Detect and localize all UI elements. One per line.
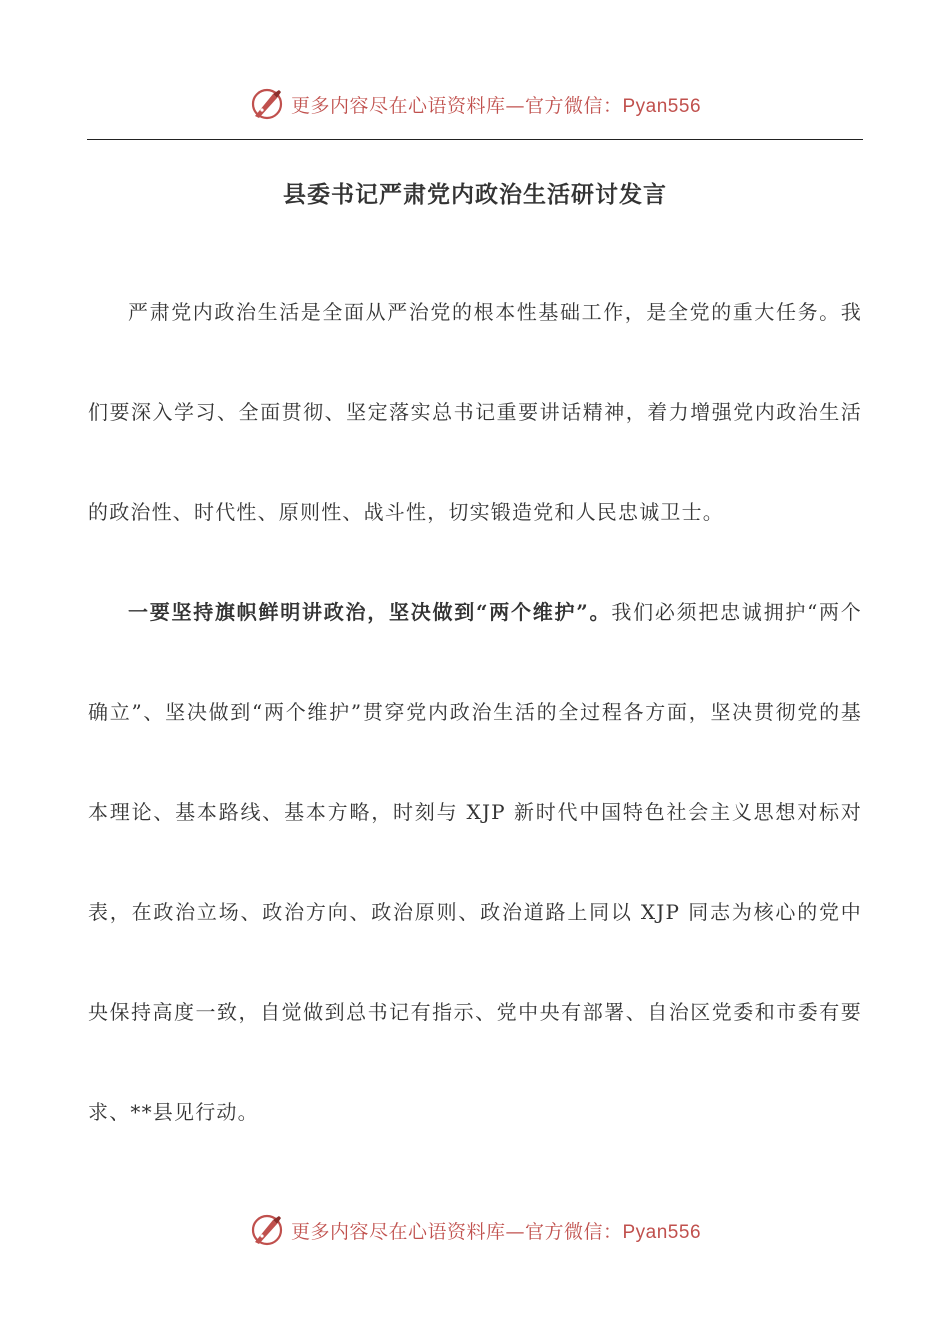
paragraph (88, 562, 862, 1162)
paragraph-text: 我们必须把忠诚拥护“两个确立”、坚决做到“两个维护”贯穿党内政治生活的全过程各方面，坚决贯彻党的基本理论、基本路线、基本方略，时刻与 XJP 新时代中国特色社会主义思想对标对表，在政治立场、政治方向、政治原则、政治道路上同以 XJP 同志为核心的党中央保持高度一致，自觉做到总书记有指示、党中央有部署、自治区党委和市委有要求、**县见行动。 (88, 600, 863, 1124)
watermark-text: 更多内容尽在心语资料库—官方微信：Pyan556 (290, 1220, 702, 1243)
paragraph (88, 262, 862, 562)
document-title: 县委书记严肃党内政治生活研讨发言 (283, 181, 667, 208)
pen-nib-logo-icon (249, 1212, 285, 1248)
watermark-text: 更多内容尽在心语资料库—官方微信：Pyan556 (290, 94, 702, 117)
header-watermark (0, 82, 950, 126)
paragraph-text: 严肃党内政治生活是全面从严治党的根本性基础工作，是全党的重大任务。我们要深入学习、全面贯彻、坚定落实总书记重要讲话精神，着力增强党内政治生活的政治性、时代性、原则性、战斗性，切实锻造党和人民忠诚卫士。 (88, 300, 862, 524)
paragraph-lead: 一要坚持旗帜鲜明讲政治，坚决做到“两个维护”。 (128, 600, 612, 624)
footer-watermark (0, 1208, 950, 1252)
document-body (88, 262, 862, 1162)
pen-nib-logo-icon (249, 86, 285, 122)
header-divider (87, 139, 863, 140)
